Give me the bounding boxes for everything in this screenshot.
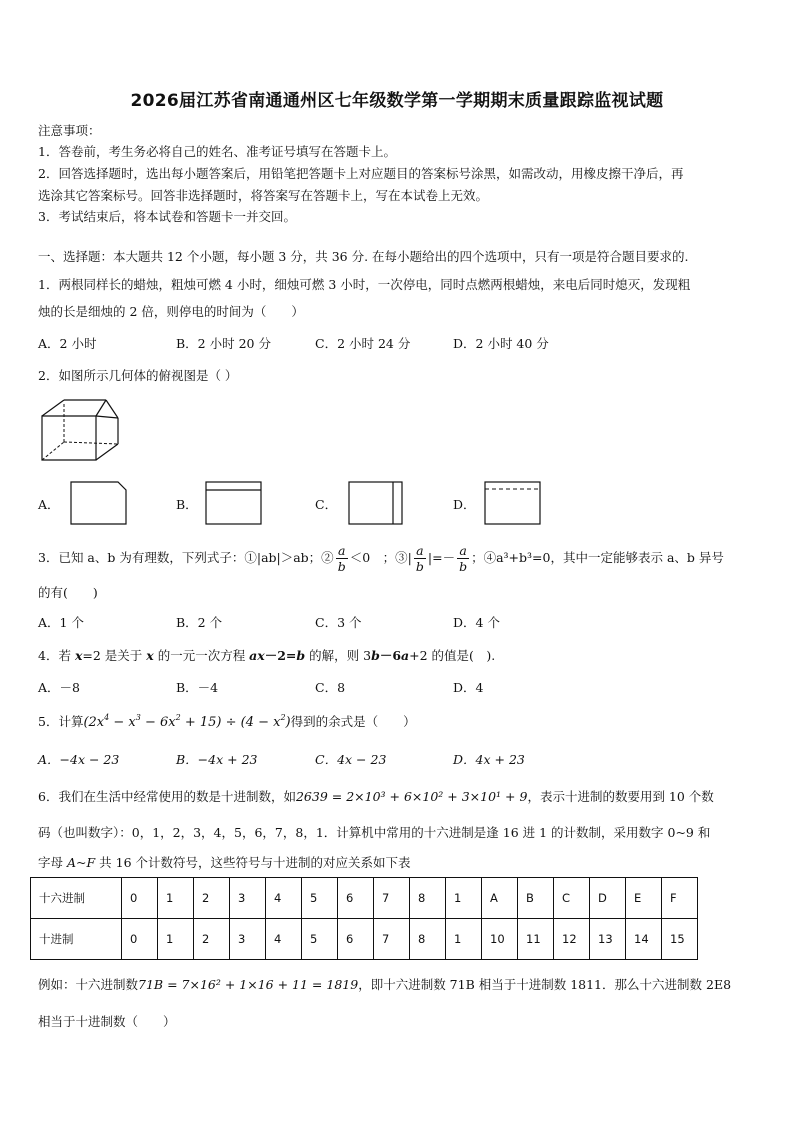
q4-text: －6 (379, 648, 402, 663)
table-header-cell: 十六进制 (31, 878, 122, 919)
exponent: 3 (135, 713, 141, 722)
q6-text: ，表示十进制的数要用到 10 个数 (527, 789, 714, 804)
table-cell: 10 (482, 919, 518, 960)
table-cell: 7 (374, 919, 410, 960)
table-cell: 6 (338, 919, 374, 960)
q3-text: 3．已知 a、b 为有理数，下列式子：①|ab|＞ab；② (38, 550, 334, 565)
q5-expression (83, 715, 290, 730)
variable-b: b (296, 648, 306, 663)
question-5-stem (38, 712, 416, 730)
q5-text: 得到的余式是（ ） (290, 714, 416, 729)
notice-heading: 注意事项： (38, 123, 101, 138)
page-title: 2026届江苏省南通通州区七年级数学第一学期期末质量跟踪监视试题 (130, 91, 664, 111)
q4-option-c: C．8 (315, 680, 346, 695)
q6-text: 6．我们在生活中经常使用的数是十进制数，如 (38, 789, 296, 804)
q6-expression: 2639 = 2×10³ + 6×10² + 3×10¹ + 9 (295, 789, 528, 804)
exponent: 2 (175, 713, 181, 722)
expr-part: − x (109, 715, 136, 730)
q4-option-a: A．－8 (38, 680, 80, 695)
expr-part: + 15) ÷ (4 − x (180, 715, 281, 730)
question-6-line (38, 853, 411, 871)
section-heading: 一、选择题：本大题共 12 个小题，每小题 3 分，共 36 分. 在每小题给出的四个选项中，只有一项是符合题目要求的. (38, 249, 689, 264)
table-cell: 6 (338, 878, 374, 919)
q6-text: A~F (66, 855, 96, 870)
q4-text: 4．若 (38, 648, 75, 663)
q2-option-c: C． (315, 497, 338, 512)
table-cell: B (518, 878, 554, 919)
table-cell: 14 (626, 919, 662, 960)
q4-text: +2 的值是( ). (409, 648, 496, 663)
fraction-a-over-b (336, 543, 348, 574)
q5-text: 5．计算 (38, 714, 84, 729)
solid-figure-diagram (38, 398, 128, 464)
q6-example-expression: 71B = 7×16² + 1×16 + 11 = 1819 (138, 977, 359, 992)
table-cell: 0 (122, 919, 158, 960)
q4-option-b: B．－4 (176, 680, 219, 695)
table-cell: D (590, 878, 626, 919)
q3-text: ；④a³+b³=0，其中一定能够表示 a、b 异号 (471, 550, 724, 565)
fraction-denominator: b (459, 559, 468, 574)
q4-text: 的解，则 3 (305, 648, 372, 663)
table-cell: 3 (230, 919, 266, 960)
table-cell: 2 (194, 878, 230, 919)
fraction-denominator: b (337, 559, 346, 574)
table-cell: F (662, 878, 698, 919)
q1-option-d: D．2 小时 40 分 (453, 336, 549, 351)
table-cell: 13 (590, 919, 626, 960)
notice-item: 选涂其它答案标号。回答非选择题时，将答案写在答题卡上，写在本试卷上无效。 (38, 188, 489, 203)
q1-option-a: A．2 小时 (38, 336, 97, 351)
q3-option-a: A．1 个 (38, 615, 84, 630)
question-4-stem (38, 646, 495, 664)
question-6-line: 码（也叫数字）：0，1，2，3，4，5，6，7，8，1．计算机中常用的十六进制是逢 16 进 1 的计数制，采用数字 0~9 和 (38, 825, 711, 840)
q5-option-b: B．−4x + 23 (176, 752, 258, 767)
question-6-line (38, 787, 714, 805)
notice-item: 2．回答选择题时，选出每小题答案后，用铅笔把答题卡上对应题目的答案标号涂黑，如需改动，用橡皮擦干净后，再 (38, 166, 684, 181)
fraction-numerator: a (336, 543, 348, 559)
table-cell: 11 (518, 919, 554, 960)
question-2-stem: 2．如图所示几何体的俯视图是（ ） (38, 368, 238, 383)
q2-option-a: A． (38, 497, 60, 512)
fraction-numerator: a (457, 543, 469, 559)
fraction-denominator: b (415, 559, 424, 574)
option-d-figure (484, 481, 544, 525)
q2-option-b: B． (176, 497, 198, 512)
exponent: 2 (280, 713, 286, 722)
table-cell: 1 (446, 919, 482, 960)
exponent: 4 (104, 713, 110, 722)
q1-option-c: C．2 小时 24 分 (315, 336, 411, 351)
table-cell: 1 (158, 878, 194, 919)
table-cell: C (554, 878, 590, 919)
table-cell: A (482, 878, 518, 919)
variable-ax: ax (249, 648, 265, 663)
table-cell: 5 (302, 878, 338, 919)
q2-option-d: D． (453, 497, 476, 512)
table-header-cell: 十进制 (31, 919, 122, 960)
q3-option-d: D．4 个 (453, 615, 500, 630)
variable-a: a (401, 648, 410, 663)
notice-item: 3．考试结束后，将本试卷和答题卡一并交回。 (38, 209, 296, 224)
variable-b: b (371, 648, 380, 663)
expr-part: (2x (83, 715, 105, 730)
table-cell: 4 (266, 919, 302, 960)
question-3-line: 的有( ) (38, 585, 98, 600)
question-1-line: 烛的长是细烛的 2 倍，则停电的时间为（ ） (38, 304, 304, 319)
table-cell: 7 (374, 878, 410, 919)
table-cell: 2 (194, 919, 230, 960)
table-cell: 0 (122, 878, 158, 919)
q1-option-b: B．2 小时 20 分 (176, 336, 271, 351)
question-3-stem (38, 543, 724, 574)
q3-option-b: B．2 个 (176, 615, 223, 630)
table-cell: 1 (446, 878, 482, 919)
expr-part: − 6x (140, 715, 176, 730)
table-cell: 15 (662, 919, 698, 960)
q5-option-c: C．4x − 23 (315, 752, 387, 767)
table-cell: 1 (158, 919, 194, 960)
question-6-line: 相当于十进制数（ ） (38, 1014, 176, 1029)
q4-text: 的一元一次方程 (153, 648, 250, 663)
table-row (31, 919, 698, 960)
table-cell: 12 (554, 919, 590, 960)
table-row (31, 878, 698, 919)
q3-option-c: C．3 个 (315, 615, 362, 630)
table-cell: 5 (302, 919, 338, 960)
q4-text: －2= (264, 648, 297, 663)
option-a-figure (70, 481, 128, 525)
table-cell: 8 (410, 878, 446, 919)
q5-option-d: D．4x + 23 (453, 752, 525, 767)
notice-item: 1．答卷前，考生务必将自己的姓名、准考证号填写在答题卡上。 (38, 144, 396, 159)
table-cell: E (626, 878, 662, 919)
q5-option-a: A．−4x − 23 (38, 752, 120, 767)
option-c-figure (348, 481, 404, 525)
option-b-figure (205, 481, 263, 525)
fraction-a-over-b (414, 543, 426, 574)
variable-x: x (74, 648, 83, 663)
table-cell: 8 (410, 919, 446, 960)
q6-text: 例如：十六进制数 (38, 977, 139, 992)
fraction-a-over-b (457, 543, 469, 574)
table-cell: 4 (266, 878, 302, 919)
q3-text: |=－ (427, 550, 456, 565)
hex-decimal-table (30, 877, 698, 960)
q6-text: ，即十六进制数 71B 相当于十进制数 1811．那么十六进制数 2E8 (358, 977, 732, 992)
variable-x: x (146, 648, 154, 663)
q4-option-d: D．4 (453, 680, 484, 695)
q3-text: ＜0 ；③| (349, 550, 412, 565)
expr-part: ) (285, 715, 291, 730)
q6-text: 字母 (38, 855, 67, 870)
q6-text: 共 16 个计数符号，这些符号与十进制的对应关系如下表 (95, 855, 411, 870)
table-cell: 3 (230, 878, 266, 919)
q4-text: =2 是关于 (82, 648, 147, 663)
question-1-line: 1．两根同样长的蜡烛，粗烛可燃 4 小时，细烛可燃 3 小时，一次停电，同时点燃两根蜡烛，来电后同时熄灭，发现粗 (38, 277, 691, 292)
question-6-example (38, 975, 731, 993)
fraction-numerator: a (414, 543, 426, 559)
